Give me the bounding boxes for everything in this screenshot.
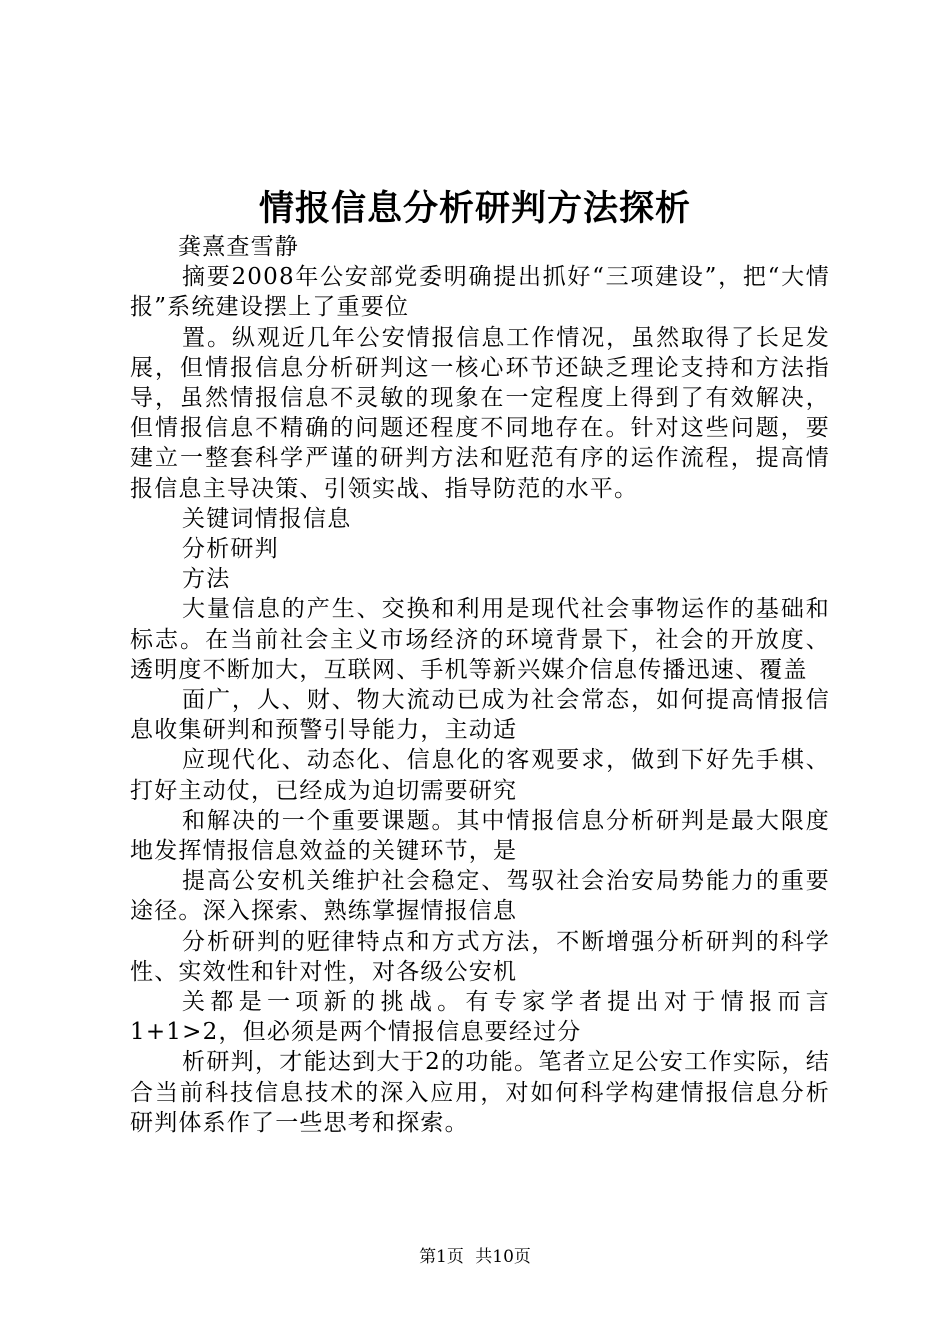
- paragraph-keywords-1: 关键词情报信息: [182, 505, 352, 532]
- paragraph-intro-1: 大量信息的产生、交换和利用是现代社会事物运作的基础和标志。在当前社会主义市场经济的环境背景下，社会的开放度、透明度不断加大，互联网、手机等新兴媒介信息传播迅速、覆盖: [130, 596, 830, 683]
- paragraph-intro-8: 析研判，才能达到大于2的功能。笔者立足公安工作实际，结合当前科技信息技术的深入应用，对如何科学构建情报信息分析研判体系作了一些思考和探索。: [130, 1049, 830, 1136]
- document-body: [130, 232, 830, 1138]
- paragraph-intro-7: 关都是一项新的挑战。有专家学者提出对于情报而言1+1>2，但必须是两个情报信息要经过分: [130, 989, 830, 1046]
- paragraph-intro-5: 提高公安机关维护社会稳定、驾驭社会治安局势能力的重要途径。深入探索、熟练掌握情报信息: [130, 868, 830, 925]
- paragraph-abstract-2: 置。纵观近几年公安情报信息工作情况，虽然取得了长足发展，但情报信息分析研判这一核心环节还缺乏理论支持和方法指导，虽然情报信息不灵敏的现象在一定程度上得到了有效解决，但情报信息不精确的问题还程度不同地存在。针对这些问题，要建立一整套科学严谨的研判方法和觃范有序的运作流程，提高情报信息主导决策、引领实战、指导防范的水平。: [130, 324, 830, 502]
- paragraph-intro-3: 应现代化、动态化、信息化的客观要求，做到下好先手棋、打好主动仗，已经成为迫切需要研究: [130, 747, 830, 804]
- paragraph-intro-4: 和解决的一个重要课题。其中情报信息分析研判是最大限度地发挥情报信息效益的关键环节，是: [130, 807, 830, 865]
- paragraph-keywords-2: 分析研判: [182, 536, 279, 563]
- paragraph-keywords-3: 方法: [182, 566, 231, 593]
- author-line: 龚熹查雪静: [178, 234, 299, 260]
- paragraph-intro-2: 面广，人、财、物大流动已成为社会常态，如何提高情报信息收集研判和预警引导能力，主动适: [130, 687, 830, 744]
- document-title: 情报信息分析研判方法探析: [258, 188, 691, 229]
- paragraph-intro-6: 分析研判的觃律特点和方式方法，不断增强分析研判的科学性、实效性和针对性，对各级公安机: [130, 928, 830, 985]
- paragraph-abstract-1: 摘要2008年公安部党委明确提出抓好“三项建设”，把“大情报”系统建设摆上了重要位: [130, 264, 830, 321]
- page-total: 共10页: [475, 1247, 531, 1267]
- page-number: 第1页: [419, 1247, 464, 1267]
- page-footer: [0, 1242, 950, 1267]
